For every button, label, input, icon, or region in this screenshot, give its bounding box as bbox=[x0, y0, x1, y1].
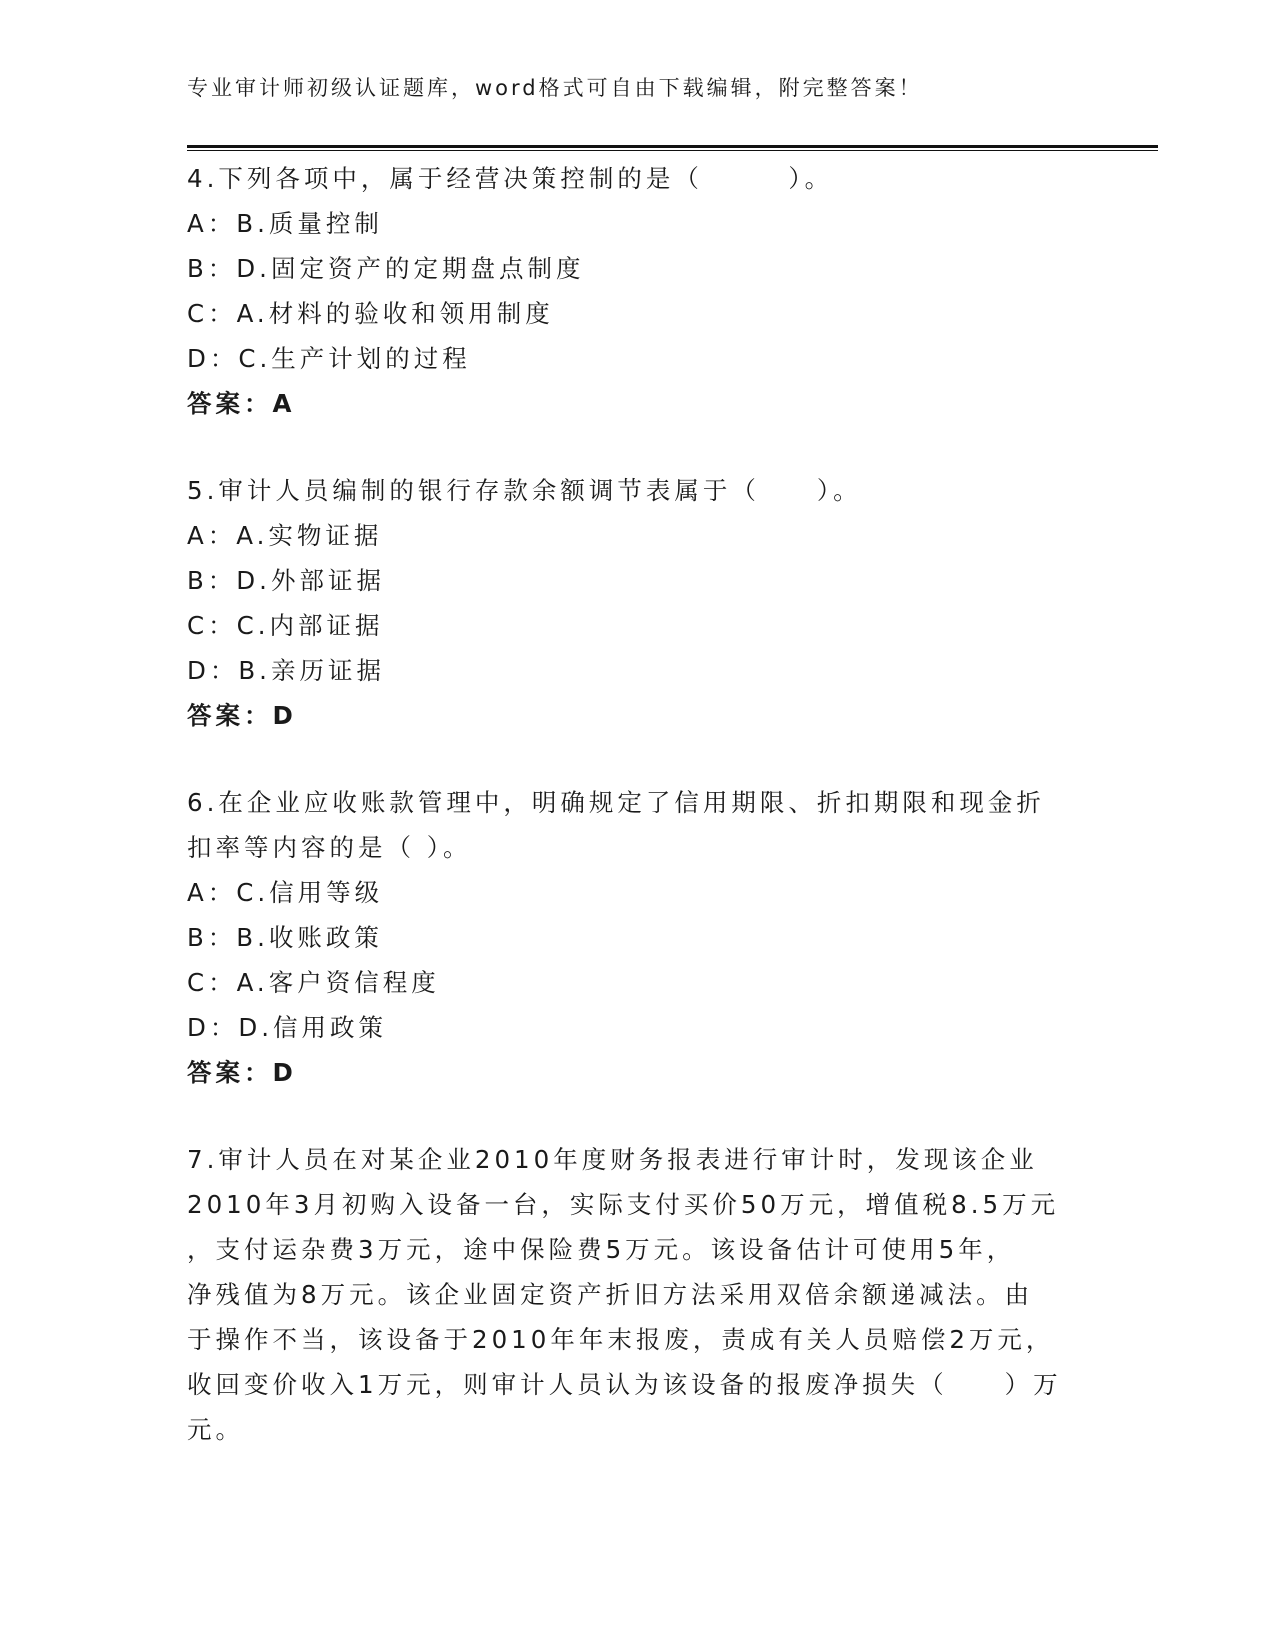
option-d: D：C.生产计划的过程 bbox=[187, 344, 471, 373]
question-text-line-1: 6.在企业应收账款管理中，明确规定了信用期限、折扣期限和现金折 bbox=[187, 788, 1045, 817]
option-c: C：C.内部证据 bbox=[187, 611, 384, 640]
question-text-line-7: 元。 bbox=[187, 1415, 244, 1444]
question-7 bbox=[187, 1137, 1087, 1452]
option-b: B：D.外部证据 bbox=[187, 566, 385, 595]
question-text-line-1: 7.审计人员在对某企业2010年度财务报表进行审计时，发现该企业 bbox=[187, 1145, 1038, 1174]
question-text-line-2: 2010年3月初购入设备一台，实际支付买价50万元，增值税8.5万元 bbox=[187, 1190, 1060, 1219]
page-header: 专业审计师初级认证题库，word格式可自由下载编辑，附完整答案！ bbox=[187, 76, 923, 100]
spacer bbox=[187, 426, 1087, 468]
question-5 bbox=[187, 468, 1087, 738]
question-text-line-4: 净残值为8万元。该企业固定资产折旧方法采用双倍余额递减法。由 bbox=[187, 1280, 1034, 1309]
option-a: A：C.信用等级 bbox=[187, 878, 384, 907]
question-text-line-5: 于操作不当，该设备于2010年年末报废，责成有关人员赔偿2万元， bbox=[187, 1325, 1055, 1354]
option-d: D：B.亲历证据 bbox=[187, 656, 385, 685]
question-text-line-3: ，支付运杂费3万元，途中保险费5万元。该设备估计可使用5年， bbox=[187, 1235, 1016, 1264]
question-text-line-6: 收回变价收入1万元，则审计人员认为该设备的报废净损失（ ）万 bbox=[187, 1370, 1062, 1399]
option-d: D：D.信用政策 bbox=[187, 1013, 388, 1042]
question-text: 5.审计人员编制的银行存款余额调节表属于（ ）。 bbox=[187, 476, 862, 505]
option-a: A：B.质量控制 bbox=[187, 209, 383, 238]
question-text-line-2: 扣率等内容的是（ ）。 bbox=[187, 833, 472, 862]
question-text: 4.下列各项中，属于经营决策控制的是（ ）。 bbox=[187, 164, 834, 193]
spacer bbox=[187, 1095, 1087, 1137]
question-list bbox=[187, 156, 1087, 1452]
spacer bbox=[187, 738, 1087, 780]
answer: 答案：D bbox=[187, 701, 297, 730]
option-b: B：B.收账政策 bbox=[187, 923, 383, 952]
question-4 bbox=[187, 156, 1087, 426]
answer: 答案：A bbox=[187, 389, 296, 418]
option-c: C：A.材料的验收和领用制度 bbox=[187, 299, 554, 328]
option-c: C：A.客户资信程度 bbox=[187, 968, 440, 997]
header-rule-thick bbox=[187, 145, 1158, 148]
header-rule-thin bbox=[187, 150, 1158, 151]
option-a: A：A.实物证据 bbox=[187, 521, 383, 550]
option-b: B：D.固定资产的定期盘点制度 bbox=[187, 254, 585, 283]
question-6 bbox=[187, 780, 1087, 1095]
answer: 答案：D bbox=[187, 1058, 297, 1087]
